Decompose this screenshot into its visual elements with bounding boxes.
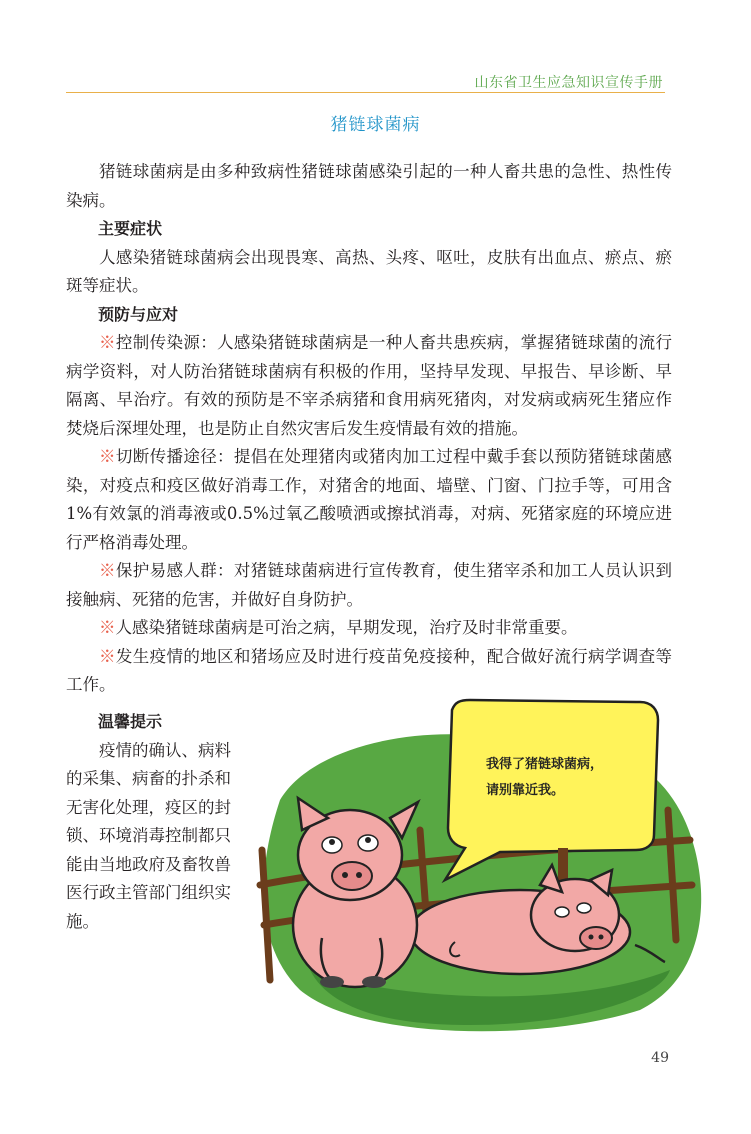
reference-mark-icon: ※ (99, 333, 116, 352)
prevention-item: ※发生疫情的地区和猪场应及时进行疫苗免疫接种，配合做好流行病学调查等工作。 (66, 646, 673, 694)
reference-mark-icon: ※ (99, 447, 116, 466)
reference-mark-icon: ※ (99, 646, 116, 666)
prevention-item: ※切断传播途径：提倡在处理猪肉或猪肉加工过程中戴手套以预防猪链球菌感染，对疫点和疫区做好消毒工作，对猪舍的地面、墙壁、门窗、门拉手等，可用含1%有效氯的消毒液或0.5%过氧乙酸喷洒或擦拭消毒，对病、死猪家庭的环境应进行严格消毒处理。 (66, 447, 673, 552)
page-title: 猪链球菌病 (330, 115, 421, 135)
tips-heading: 温馨提示 (98, 712, 163, 731)
tips-paragraph: 疫情的确认、病料的采集、病畜的扑杀和无害化处理，疫区的封锁、环境消毒控制都只能由当地政府及畜牧兽医行政主管部门组织实施。 (66, 740, 231, 931)
bubble-line-2: 请别靠近我。 (486, 783, 565, 798)
prevention-item: ※人感染猪链球菌病是可治之病，早期发现，治疗及时非常重要。 (99, 618, 578, 637)
sick-pigs-illustration (240, 680, 710, 1040)
intro-paragraph: 猪链球菌病是由多种致病性猪链球菌感染引起的一种人畜共患的急性、热性传染病。 (66, 162, 672, 210)
symptoms-heading: 主要症状 (98, 219, 163, 238)
header-rule (66, 92, 665, 93)
header-title: 山东省卫生应急知识宣传手册 (474, 75, 663, 91)
reference-mark-icon: ※ (99, 561, 116, 580)
reference-mark-icon: ※ (99, 618, 116, 637)
prevention-item: ※控制传染源：人感染猪链球菌病是一种人畜共患疾病，掌握猪链球菌的流行病学资料，对人防治猪链球菌病有积极的作用，坚持早发现、早报告、早诊断、早隔离、早治疗。有效的预防是不宰杀病猪和食用病死猪肉，对发病或病死生猪应作焚烧后深埋处理，也是防止自然灾害后发生疫情最有效的措施。 (66, 333, 673, 438)
prevention-item: ※保护易感人群：对猪链球菌病进行宣传教育，使生猪宰杀和加工人员认识到接触病、死猪的危害，并做好自身防护。 (66, 561, 673, 609)
sitting-pig-icon (293, 798, 418, 988)
symptoms-paragraph: 人感染猪链球菌病会出现畏寒、高热、头疼、呕吐，皮肤有出血点、瘀点、瘀斑等症状。 (66, 247, 672, 295)
speech-bubble-text (486, 752, 636, 804)
prevention-heading: 预防与应对 (98, 304, 179, 324)
article-body (66, 158, 672, 700)
bubble-line-1: 我得了猪链球菌病， (486, 757, 604, 772)
tips-box (66, 708, 236, 936)
page-number: 49 (651, 1050, 669, 1066)
